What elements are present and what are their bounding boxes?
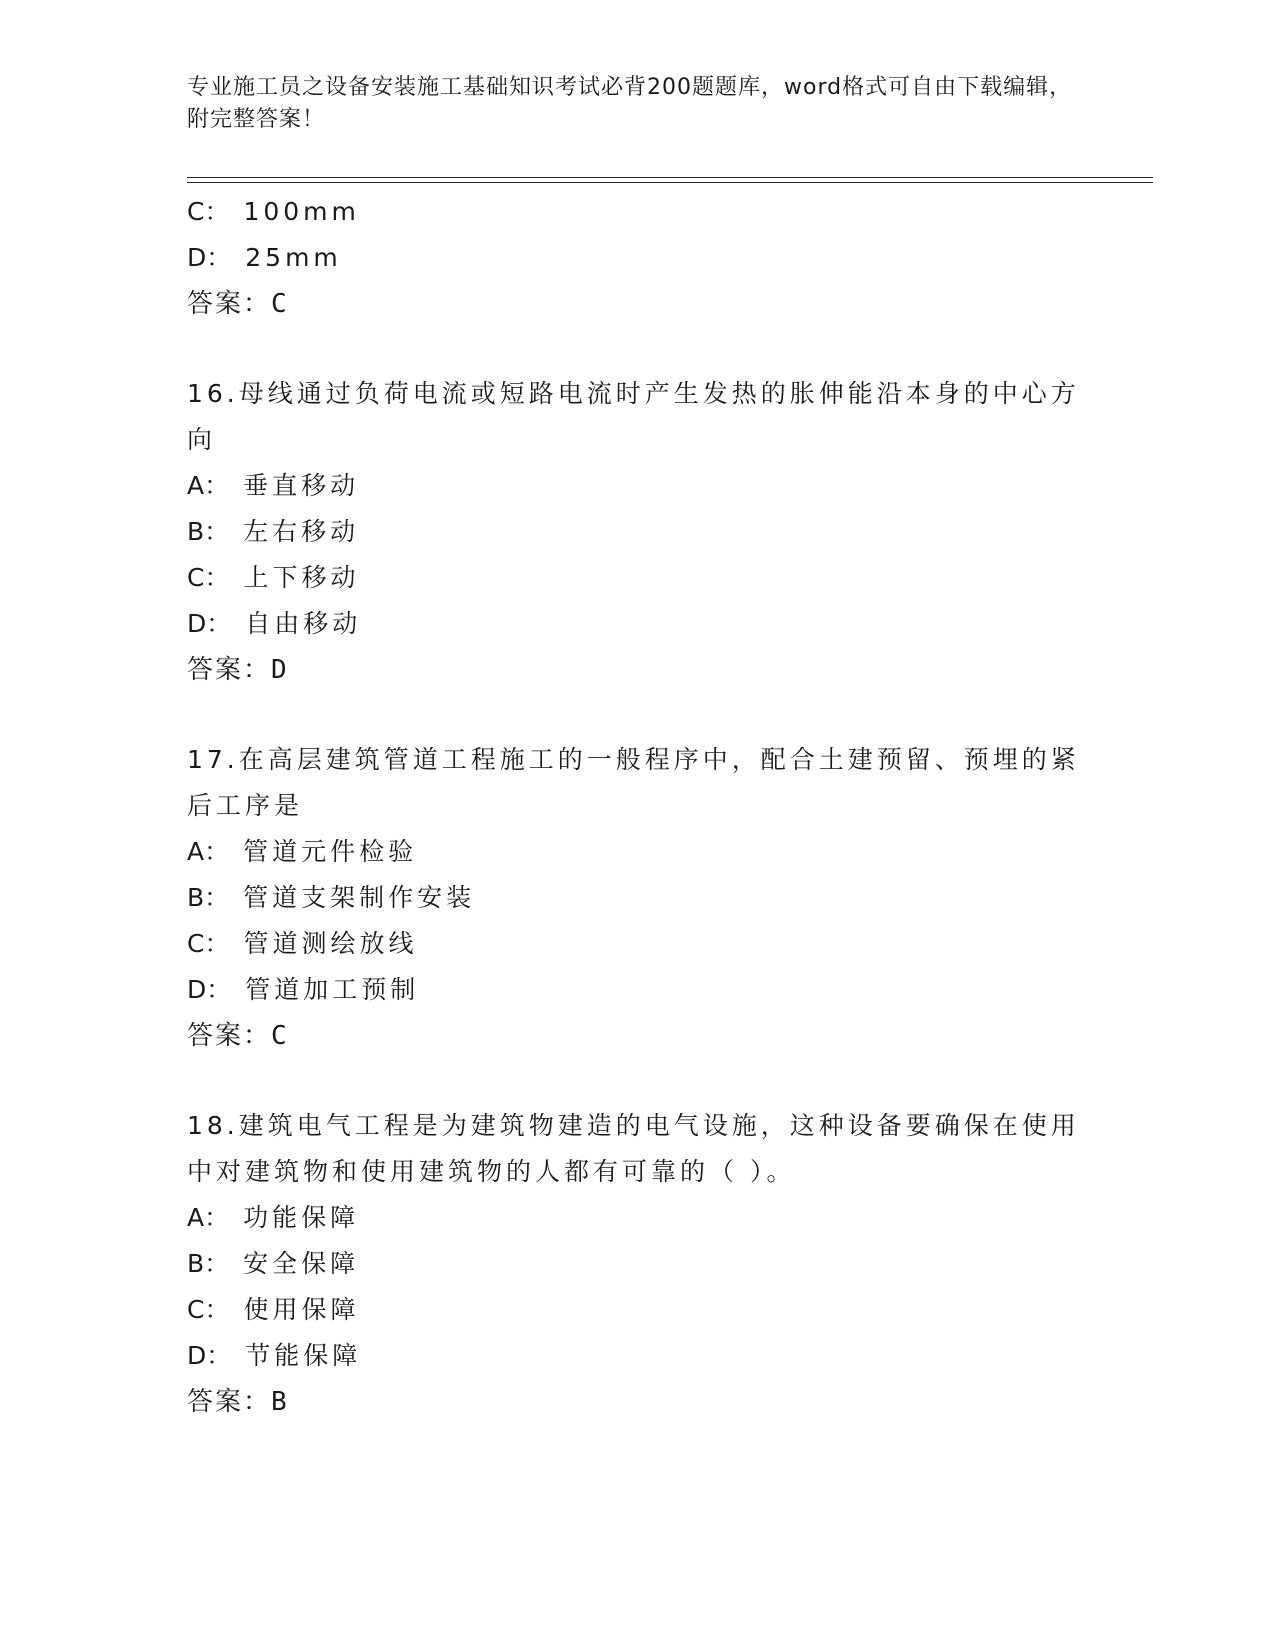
question-16 bbox=[187, 371, 1087, 693]
answer-label: 答案： bbox=[187, 655, 272, 685]
option-text: 使用保障 bbox=[243, 1295, 360, 1324]
answer-label: 答案： bbox=[187, 289, 272, 319]
header-title: 专业施工员之设备安装施工基础知识考试必背200题题库，word格式可自由下载编辑，附完整答案！ bbox=[187, 75, 1073, 132]
option-letter: C： bbox=[187, 929, 230, 958]
option-c bbox=[187, 555, 1087, 601]
option-text: 垂直移动 bbox=[243, 471, 360, 500]
option-letter: D： bbox=[187, 243, 232, 272]
option-text: 上下移动 bbox=[243, 563, 360, 592]
option-letter: C： bbox=[187, 563, 230, 592]
option-text: 左右移动 bbox=[243, 517, 360, 546]
option-a bbox=[187, 1195, 1087, 1241]
question-18 bbox=[187, 1103, 1087, 1425]
option-letter: A： bbox=[187, 1203, 230, 1232]
partial-question bbox=[187, 189, 1087, 327]
answer-label: 答案： bbox=[187, 1387, 272, 1417]
option-c bbox=[187, 1287, 1087, 1333]
answer-line bbox=[187, 1379, 1087, 1425]
option-a bbox=[187, 463, 1087, 509]
option-letter: D： bbox=[187, 1341, 232, 1370]
option-d bbox=[187, 235, 1087, 281]
option-letter: B： bbox=[187, 1249, 230, 1278]
answer-value: C bbox=[271, 1021, 287, 1051]
option-text: 自由移动 bbox=[245, 609, 362, 638]
question-text: 18.建筑电气工程是为建筑物建造的电气设施，这种设备要确保在使用中对建筑物和使用建筑物的人都有可靠的（ ）。 bbox=[187, 1111, 1080, 1186]
option-letter: D： bbox=[187, 975, 232, 1004]
option-text: 安全保障 bbox=[243, 1249, 360, 1278]
answer-line bbox=[187, 647, 1087, 693]
option-text: 功能保障 bbox=[243, 1203, 360, 1232]
question-text: 16.母线通过负荷电流或短路电流时产生发热的胀伸能沿本身的中心方向 bbox=[187, 379, 1080, 454]
option-letter: B： bbox=[187, 517, 230, 546]
header-divider-bottom bbox=[187, 182, 1153, 183]
option-letter: C： bbox=[187, 197, 230, 226]
option-b bbox=[187, 1241, 1087, 1287]
option-d bbox=[187, 601, 1087, 647]
answer-value: C bbox=[271, 289, 287, 319]
option-text: 管道支架制作安装 bbox=[243, 883, 476, 912]
option-c bbox=[187, 189, 1087, 235]
option-text: 25mm bbox=[245, 243, 342, 272]
question-text: 17.在高层建筑管道工程施工的一般程序中，配合土建预留、预埋的紧后工序是 bbox=[187, 745, 1080, 820]
option-text: 管道加工预制 bbox=[245, 975, 420, 1004]
answer-label: 答案： bbox=[187, 1021, 272, 1051]
option-letter: A： bbox=[187, 471, 230, 500]
answer-value: B bbox=[271, 1387, 287, 1417]
answer-value: D bbox=[271, 655, 287, 685]
option-text: 100mm bbox=[243, 197, 360, 226]
option-text: 节能保障 bbox=[245, 1341, 362, 1370]
question-17 bbox=[187, 737, 1087, 1059]
answer-line bbox=[187, 1013, 1087, 1059]
option-b bbox=[187, 509, 1087, 555]
option-c bbox=[187, 921, 1087, 967]
document-header bbox=[187, 72, 1077, 136]
option-letter: A： bbox=[187, 837, 230, 866]
question-list bbox=[187, 189, 1087, 1425]
option-letter: C： bbox=[187, 1295, 230, 1324]
option-a bbox=[187, 829, 1087, 875]
option-letter: D： bbox=[187, 609, 232, 638]
option-text: 管道元件检验 bbox=[243, 837, 418, 866]
option-d bbox=[187, 1333, 1087, 1379]
option-letter: B： bbox=[187, 883, 230, 912]
option-b bbox=[187, 875, 1087, 921]
answer-line bbox=[187, 281, 1087, 327]
option-text: 管道测绘放线 bbox=[243, 929, 418, 958]
header-divider-top bbox=[187, 177, 1153, 178]
option-d bbox=[187, 967, 1087, 1013]
